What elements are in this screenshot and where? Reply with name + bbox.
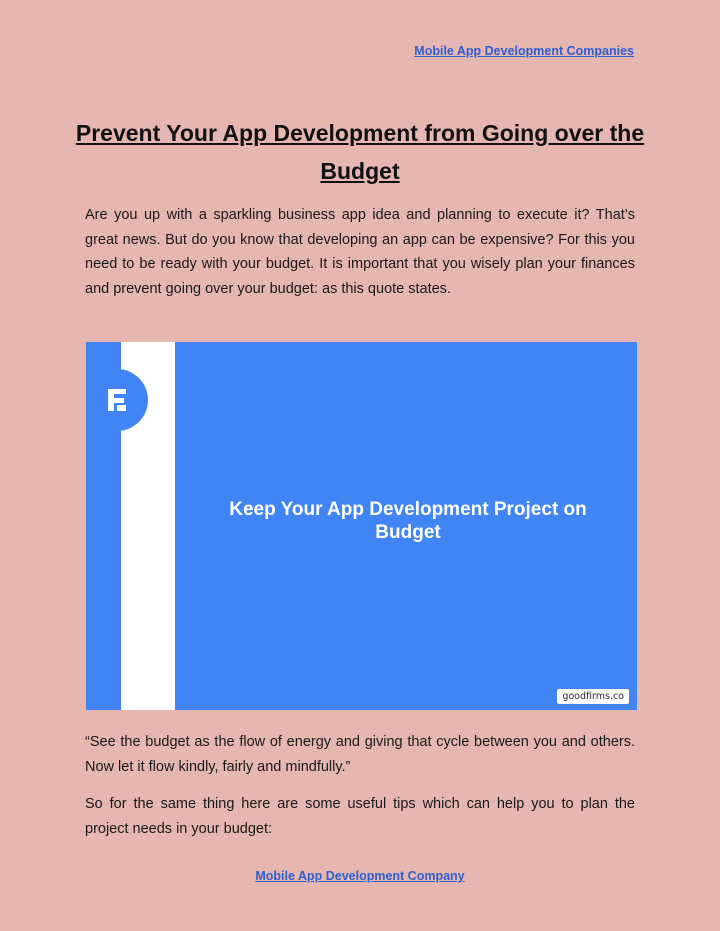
quote-paragraph: “See the budget as the flow of energy and giving that cycle between you and others. Now let it flow kindly, fairly and mindfully.” bbox=[85, 734, 635, 775]
page-title: Prevent Your App Development from Going over the Budget bbox=[75, 120, 645, 184]
banner-watermark: goodfirms.co bbox=[557, 689, 629, 704]
goodfirms-logo-icon bbox=[86, 369, 148, 431]
banner-headline: Keep Your App Development Project on Budget bbox=[229, 499, 587, 543]
banner-image bbox=[86, 342, 637, 710]
intro-paragraph: Are you up with a sparkling business app idea and planning to execute it? That’s great news. But do you know that developing an app can be expensive? For this you need to be ready with your budget. It is important that you wisely plan your finances and prevent going over your budget: as this quote states. bbox=[85, 207, 635, 297]
tips-intro-paragraph: So for the same thing here are some useful tips which can help you to plan the project needs in your budget: bbox=[85, 796, 635, 837]
header-link-mobile-app-development-companies[interactable]: Mobile App Development Companies bbox=[414, 44, 634, 58]
footer-link-mobile-app-development-company[interactable]: Mobile App Development Company bbox=[255, 869, 465, 883]
